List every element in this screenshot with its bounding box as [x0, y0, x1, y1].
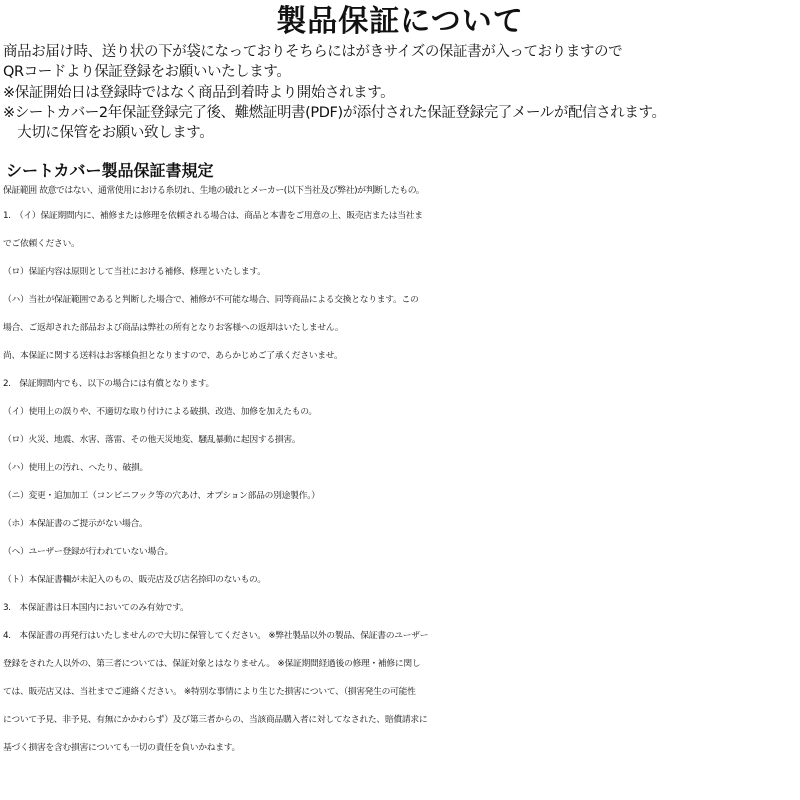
- term-line: （ホ）本保証書のご提示がない場合。: [3, 519, 148, 529]
- term-line: でご依頼ください。: [3, 239, 80, 249]
- warranty-terms: [3, 202, 798, 762]
- intro-line: 商品お届け時、送り状の下が袋になっておりそちらにはがきサイズの保証書が入っておりますので: [3, 44, 623, 60]
- term-line: 場合、ご返却された部品および商品は弊社の所有となりお客様への返却はいたしません。: [3, 323, 344, 333]
- term-line: 基づく損害を含む損害についても一切の責任を負いかねます。: [3, 743, 241, 753]
- intro-line: 大切に保管をお願い致します。: [3, 125, 214, 142]
- term-line: 4. 本保証書の再発行はいたしませんので大切に保管してください。 ※弊社製品以外の製品、保証書のユーザー: [3, 631, 429, 641]
- term-line: について予見、非予見、有無にかかわらず）及び第三者からの、当該商品購入者に対してなされた、賠償請求に: [3, 715, 428, 725]
- page-title: 製品保証について: [276, 4, 524, 39]
- intro-line: QRコードより保証登録をお願いいたします。: [3, 64, 291, 81]
- intro-line: ※シートカバー2年保証登録完了後、難燃証明書(PDF)が添付された保証登録完了メールが配信されます。: [3, 104, 666, 121]
- term-line: ては、販売店又は、当社までご連絡ください。 ※特別な事情により生じた損害について、（損害発生の可能性: [3, 687, 416, 697]
- warranty-scope: 保証範囲 故意ではない、通常使用における糸切れ、生地の破れとメーカー(以下当社及び弊社)が判断したもの。: [3, 186, 425, 196]
- term-line: （ハ）当社が保証範囲であると判断した場合で、補修が不可能な場合、同等商品による交換となります。この: [3, 295, 419, 305]
- term-line: 1. （イ）保証期間内に、補修または修理を依頼される場合は、商品と本書をご用意の上、販売店または当社ま: [3, 211, 423, 221]
- term-line: （ヘ）ユーザー登録が行われていない場合。: [3, 547, 173, 557]
- term-line: 尚、本保証に関する送料はお客様負担となりますので、あらかじめご了承くださいませ。: [3, 351, 343, 361]
- term-line: （イ）使用上の誤りや、不適切な取り付けによる破損、改造、加修を加えたもの。: [3, 407, 317, 417]
- term-line: （ト）本保証書欄が未記入のもの、販売店及び店名捺印のないもの。: [3, 575, 266, 585]
- term-line: （ロ）保証内容は原則として当社における補修、修理といたします。: [3, 267, 266, 277]
- term-line: （ニ）変更・追加加工（コンビニフック等の穴あけ、オプション部品の別途製作。）: [3, 491, 320, 501]
- term-line: 2. 保証期間内でも、以下の場合には有償となります。: [3, 379, 215, 389]
- term-line: （ロ）火災、地震、水害、落雷、その他天災地変、騒乱暴動に起因する損害。: [3, 435, 301, 445]
- intro-line: ※保証開始日は登録時ではなく商品到着時より開始されます。: [3, 84, 395, 101]
- section-heading: シートカバー製品保証書規定: [6, 161, 214, 180]
- term-line: （ハ）使用上の汚れ、へたり、破損。: [3, 463, 148, 473]
- term-line: 3. 本保証書は日本国内においてのみ有効です。: [3, 603, 189, 613]
- term-line: 登録をされた人以外の、第三者については、保証対象とはなりません。 ※保証期間経過後の修理・補修に関し: [3, 659, 421, 669]
- intro-notice: [3, 42, 797, 143]
